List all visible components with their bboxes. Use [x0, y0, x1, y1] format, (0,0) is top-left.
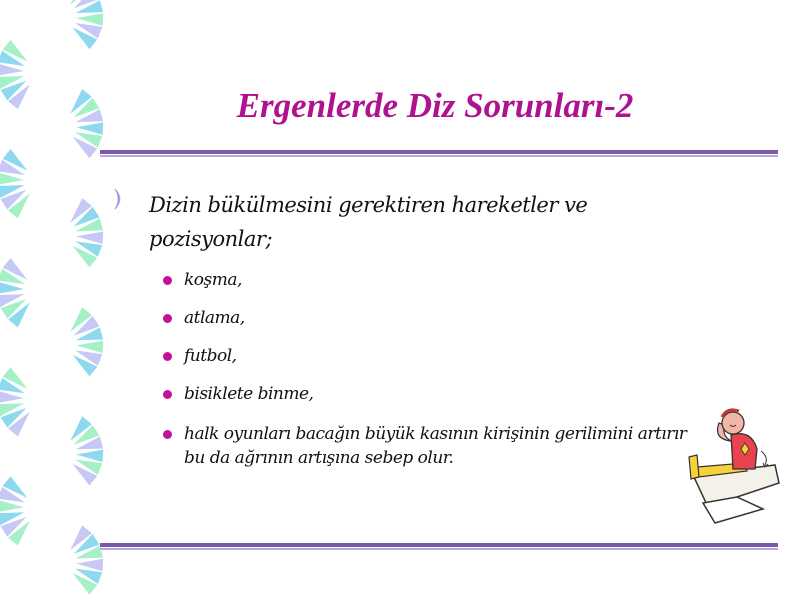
- list-item: [160, 382, 704, 406]
- list-item: [160, 268, 704, 292]
- list-item-text: halk oyunları bacağın büyük kasının kirişinin gerilimini artırır bu da ağrının artışına sebep olur.: [184, 424, 687, 468]
- list-item-text: koşma,: [184, 270, 242, 290]
- list-item-text: atlama,: [184, 308, 245, 328]
- slide-title: Ergenlerde Diz Sorunları-2: [236, 86, 634, 125]
- bullet-dot-icon: [163, 276, 172, 285]
- list-item-text: bisiklete binme,: [184, 384, 314, 404]
- ribbon-decoration: [0, 0, 110, 600]
- bullet-dot-icon: [163, 390, 172, 399]
- stretching-person-icon: [675, 405, 787, 525]
- list-item: [160, 306, 704, 330]
- list-item: [160, 344, 704, 368]
- list-item: [160, 422, 704, 470]
- bullet-dot-icon: [163, 314, 172, 323]
- bullet-dot-icon: [163, 352, 172, 361]
- bullet-dot-icon: [163, 430, 172, 439]
- main-bullet-icon: [113, 188, 127, 210]
- footer-divider: [100, 543, 778, 550]
- list-item-text: futbol,: [184, 346, 237, 366]
- main-bullet-text: Dizin bükülmesini gerektiren hareketler ve pozisyonlar;: [149, 193, 588, 251]
- title-divider: [100, 150, 778, 157]
